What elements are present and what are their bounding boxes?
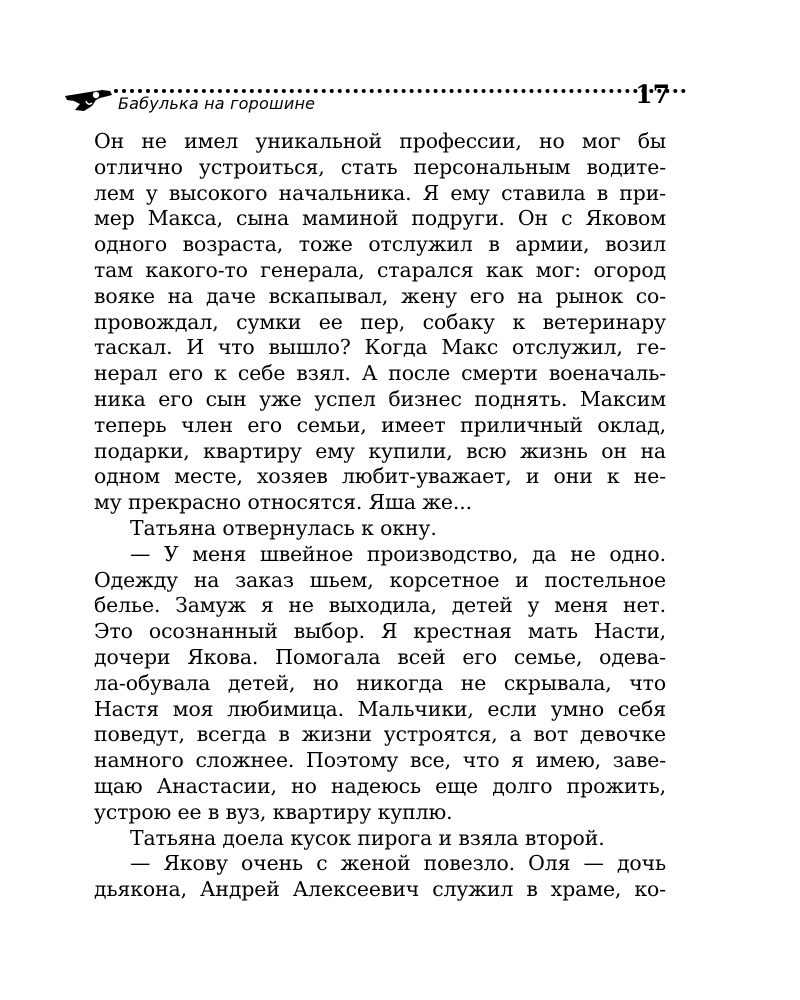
text-line: мер Макса, сына маминой подруги. Он с Яковом xyxy=(94,206,666,231)
text-line: намного сложнее. Поэтому все, что я имею, заве- xyxy=(94,748,666,773)
text-line: Одежду на заказ шьем, корсетное и постельное xyxy=(94,567,666,592)
page-number: 17 xyxy=(635,80,670,109)
text-line: Это осознанный выбор. Я крестная мать Насти, xyxy=(94,619,666,644)
text-line: теперь член его семьи, имеет приличный оклад, xyxy=(94,412,666,437)
text-line: ла-обувала детей, но никогда не скрывала, что xyxy=(94,670,666,695)
text-line: вояке на даче вскапывал, жену его на рынок со- xyxy=(94,283,666,308)
text-line: поведут, всегда в жизни устроятся, а вот девочке xyxy=(94,722,666,747)
revolver-icon xyxy=(62,84,118,114)
text-line: — У меня швейное производство, да не одно. xyxy=(130,541,666,566)
text-line: ника его сын уже успел бизнес поднять. Максим xyxy=(94,386,666,411)
text-line: одного возраста, тоже отслужил в армии, возил xyxy=(94,232,666,257)
text-line: белье. Замуж я не выходила, детей у меня нет. xyxy=(94,593,666,618)
text-line: дочери Якова. Помогала всей его семье, одева- xyxy=(94,644,666,669)
text-line: нерал его к себе взял. А после смерти военачаль- xyxy=(94,361,666,386)
text-line: му прекрасно относятся. Яша же... xyxy=(94,490,473,515)
text-line: Настя моя любимица. Мальчики, если умно себя xyxy=(94,696,666,721)
text-line: одном месте, хозяев любит-уважает, и они к не- xyxy=(94,464,666,489)
page-header xyxy=(62,80,670,120)
text-line: устрою ее в вуз, квартиру куплю. xyxy=(94,799,453,824)
text-line: провождал, сумки ее пер, собаку к ветеринару xyxy=(94,309,666,334)
text-line: Татьяна отвернулась к окну. xyxy=(130,515,437,540)
text-line: таскал. И что вышло? Когда Макс отслужил, ге- xyxy=(94,335,666,360)
text-line: там какого-то генерала, старался как мог: огород xyxy=(94,257,666,282)
text-line: лем у высокого начальника. Я ему ставила в при- xyxy=(94,180,666,205)
body-text xyxy=(94,129,666,903)
running-title: Бабулька на горошине xyxy=(118,94,316,113)
text-line: Татьяна доела кусок пирога и взяла второй. xyxy=(130,825,605,850)
header-dotted-rule xyxy=(114,89,686,93)
text-line: щаю Анастасии, но надеюсь еще долго прожить, xyxy=(94,773,666,798)
text-line: отлично устроиться, стать персональным водите- xyxy=(94,154,666,179)
text-line: дьякона, Андрей Алексеевич служил в храме, ко- xyxy=(94,877,666,902)
text-line: — Якову очень с женой повезло. Оля — дочь xyxy=(130,851,666,876)
text-line: подарки, квартиру ему купили, всю жизнь он на xyxy=(94,438,666,463)
text-line: Он не имел уникальной профессии, но мог бы xyxy=(94,129,666,153)
